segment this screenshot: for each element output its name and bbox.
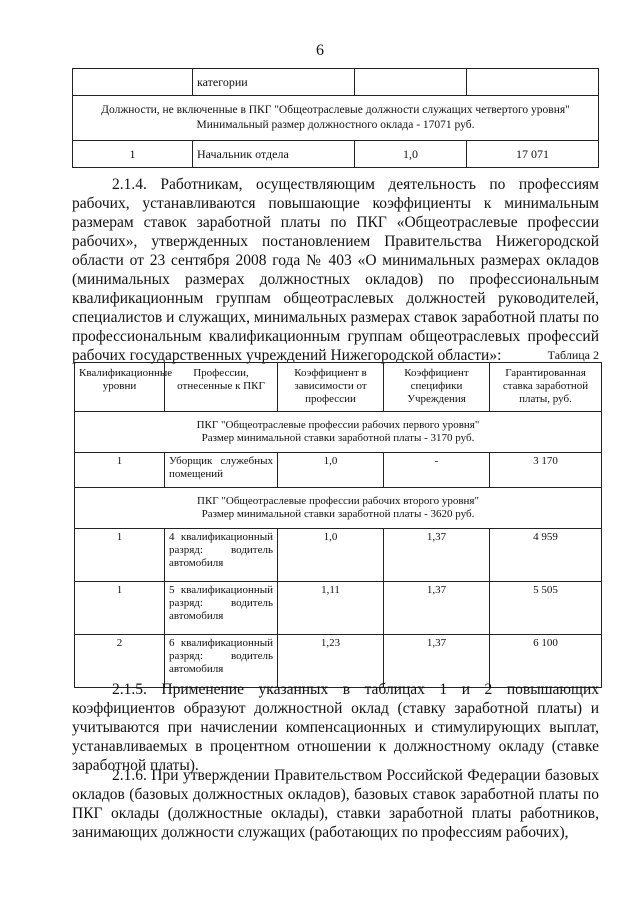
salary-table-2 — [74, 362, 602, 688]
coefficient: 1,0 — [355, 141, 467, 168]
profession: 6 квалификационный разряд: водитель автомобиля — [165, 635, 278, 688]
coef-profession: 1,11 — [278, 582, 384, 635]
salary-table-1 — [72, 68, 599, 168]
header-professions: Профессии, отнесенные к ПКГ — [165, 363, 278, 412]
coef-specific: 1,37 — [384, 582, 490, 635]
table-cell — [355, 69, 467, 96]
profession: Уборщик служебных помещений — [165, 453, 278, 488]
table-row — [73, 141, 599, 168]
paragraph-2-1-4: 2.1.4. Работникам, осуществляющим деятельность по профессиям рабочих, устанавливаются повышающие коэффициенты к минимальным размерам ставок заработной платы по ПКГ «Общеотраслевые профессии рабочих», утвержденных постановлением Правительства Нижегородской области от 23 сентября 2008 года № 403 «О минимальных размерах окладов (минимальных размерах должностных окладов) по профессиональным квалификационным группам общеотраслевых должностей руководителей, специалистов и служащих, минимальных размерах ставок заработной платы по профессиональным квалификационным группам общеотраслевых профессий рабочих государственных учреждений Нижегородской области»: — [72, 176, 599, 364]
profession: 5 квалификационный разряд: водитель автомобиля — [165, 582, 278, 635]
table-group-row — [75, 412, 602, 453]
table-row — [75, 582, 602, 635]
group-subtitle: Размер минимальной ставки заработной платы - 3620 руб. — [201, 508, 475, 520]
group-header — [75, 488, 602, 529]
coef-specific: 1,37 — [384, 529, 490, 582]
table-cell — [467, 69, 599, 96]
header-rate: Гарантированная ставка заработной платы, руб. — [490, 363, 602, 412]
level: 1 — [75, 453, 165, 488]
group-subtitle: Минимальный размер должностного оклада - 17071 руб. — [196, 119, 475, 131]
table-cell — [73, 69, 193, 96]
table-caption: Таблица 2 — [547, 348, 599, 362]
coef-profession: 1,0 — [278, 529, 384, 582]
header-levels: Квалификационные уровни — [75, 363, 165, 412]
group-title: ПКГ "Общеотраслевые профессии рабочих второго уровня" — [197, 495, 479, 507]
level: 1 — [75, 582, 165, 635]
salary: 17 071 — [467, 141, 599, 168]
page-number: 6 — [316, 42, 324, 59]
coef-specific: 1,37 — [384, 635, 490, 688]
table-row — [73, 69, 599, 96]
rate: 4 959 — [490, 529, 602, 582]
rate: 5 505 — [490, 582, 602, 635]
level: 1 — [75, 529, 165, 582]
paragraph-2-1-5: 2.1.5. Применение указанных в таблицах 1 и 2 повышающих коэффициентов образуют должностной оклад (ставку заработной платы) и учитываются при начислении компенсационных и стимулирующих выплат, устанавливаемых в процентном отношении к должностному окладу (ставке заработной платы). — [72, 681, 599, 774]
table-row — [75, 529, 602, 582]
table-group-row — [75, 488, 602, 529]
table-row — [75, 453, 602, 488]
profession: 4 квалификационный разряд: водитель автомобиля — [165, 529, 278, 582]
coef-profession: 1,23 — [278, 635, 384, 688]
header-coef-specific: Коэффициент специфики Учреждения — [384, 363, 490, 412]
rate: 6 100 — [490, 635, 602, 688]
level: 2 — [75, 635, 165, 688]
header-coef-profession: Коэффициент в зависимости от профессии — [278, 363, 384, 412]
group-title: ПКГ "Общеотраслевые профессии рабочих первого уровня" — [196, 419, 480, 431]
group-header — [73, 96, 599, 141]
group-subtitle: Размер минимальной ставки заработной платы - 3170 руб. — [201, 432, 475, 444]
group-title: Должности, не включенные в ПКГ "Общеотраслевые должности служащих четвертого уровня" — [101, 104, 570, 116]
table-cell: категории — [193, 69, 355, 96]
paragraph-2-1-6: 2.1.6. При утверждении Правительством Российской Федерации базовых окладов (базовых должностных окладов), базовых ставок заработной платы по ПКГ оклады (должностные оклады), ставки заработной платы работников, занимающих должности служащих (работающих по профессиям рабочих), — [72, 767, 599, 841]
table-header-row — [75, 363, 602, 412]
row-number: 1 — [73, 141, 193, 168]
group-header — [75, 412, 602, 453]
rate: 3 170 — [490, 453, 602, 488]
position-name: Начальник отдела — [193, 141, 355, 168]
coef-profession: 1,0 — [278, 453, 384, 488]
table-group-row — [73, 96, 599, 141]
coef-specific: - — [384, 453, 490, 488]
